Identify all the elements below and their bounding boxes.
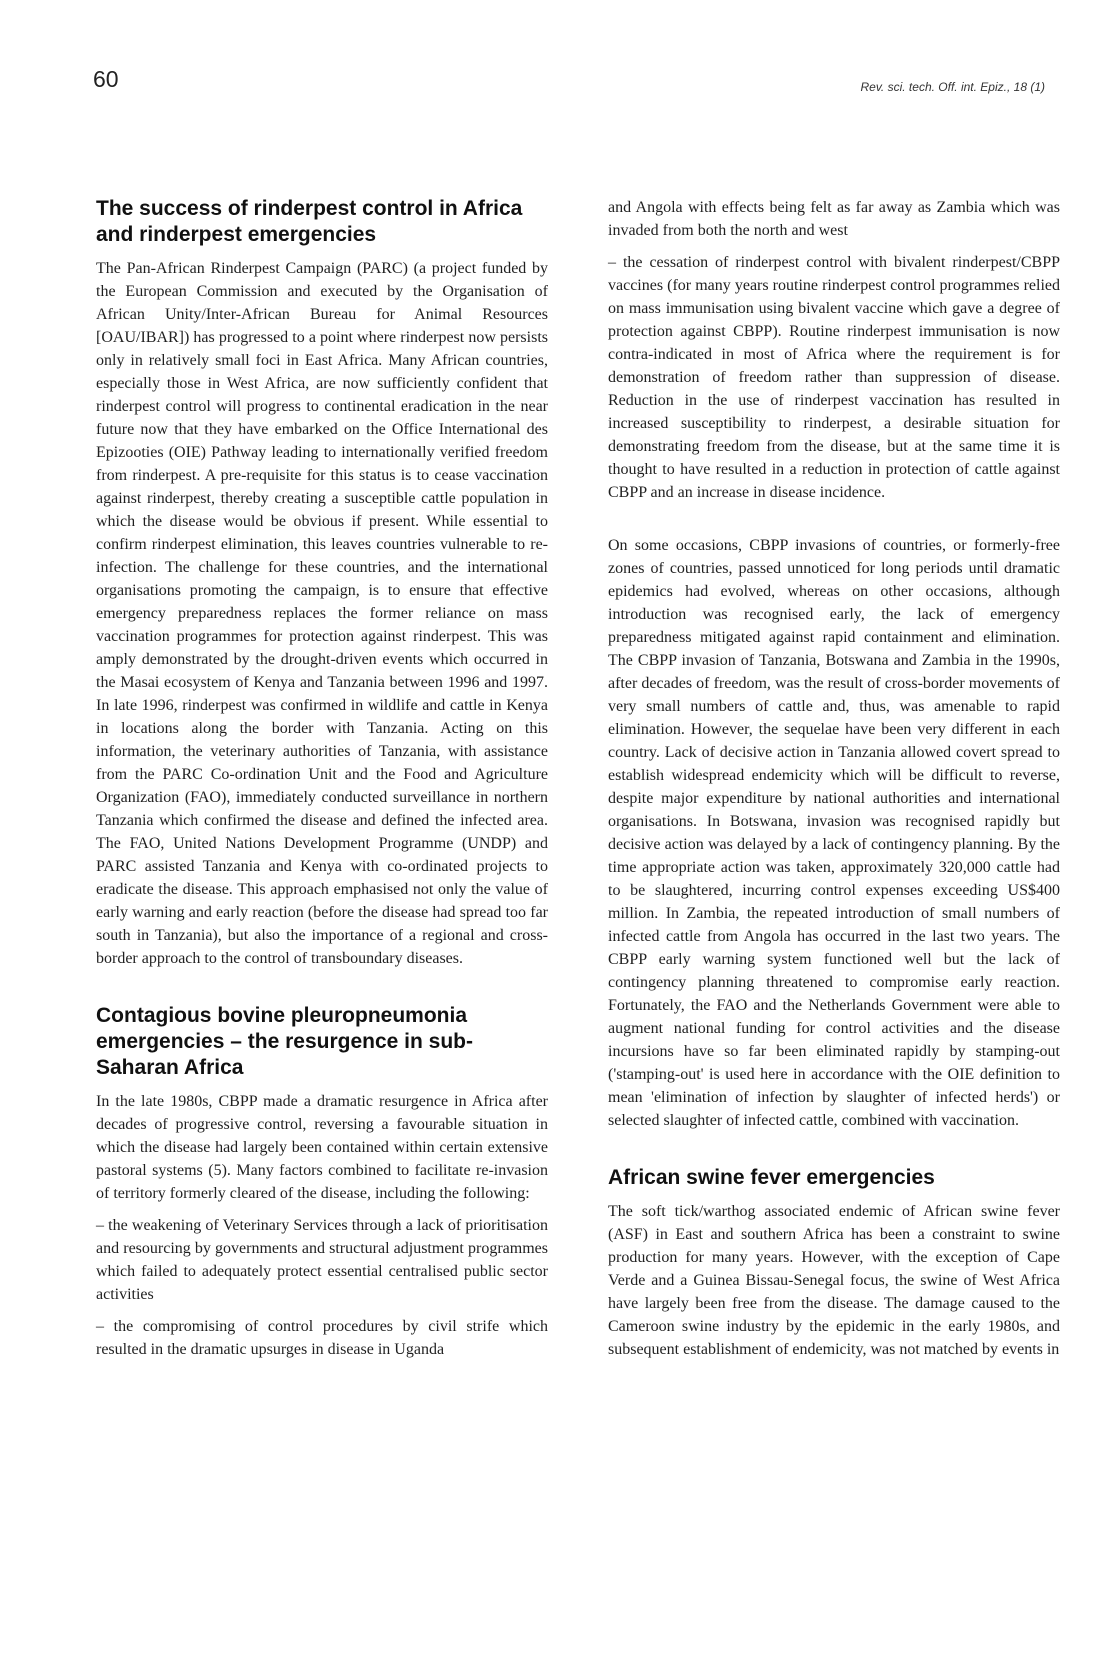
left-column xyxy=(96,196,548,1361)
paragraph-cbpp-intro: In the late 1980s, CBPP made a dramatic resurgence in Africa after decades of progressive control, reversing a favourable situation in which the disease had largely been contained within certain extensive pastoral systems (5). Many factors combined to facilitate re-invasion of territory formerly cleared of the disease, including the following: xyxy=(96,1093,548,1202)
journal-running-head: Rev. sci. tech. Off. int. Epiz., 18 (1) xyxy=(860,80,1045,94)
list-item-weakening: – the weakening of Veterinary Services through a lack of prioritisation and resourcing by governments and structural adjustment programmes which failed to adequately protect essential centralised public sector activities xyxy=(96,1217,548,1303)
right-column xyxy=(608,196,1060,1361)
paragraph-continuation: and Angola with effects being felt as far away as Zambia which was invaded from both the north and west xyxy=(608,199,1060,239)
section-heading-asf: African swine fever emergencies xyxy=(608,1166,935,1189)
paragraph-cbpp-invasions: On some occasions, CBPP invasions of countries, or formerly-free zones of countries, passed unnoticed for long periods until dramatic epidemics had evolved, whereas on other occasions, although introduction was recognised early, the lack of emergency preparedness mitigated against rapid containment and elimination. The CBPP invasion of Tanzania, Botswana and Zambia in the 1990s, after decades of freedom, was the result of cross-border movements of very small numbers of cattle and, thus, was amenable to rapid elimination. However, the sequelae have been very different in each country. Lack of decisive action in Tanzania allowed covert spread to establish widespread endemicity which will be difficult to reverse, despite major expenditure by national authorities and international organisations. In Botswana, invasion was recognised rapidly but decisive action was delayed by a lack of contingency planning. By the time appropriate action was taken, approximately 320,000 cattle had to be slaughtered, incurring control expenses exceeding US$400 million. In Zambia, the repeated introduction of small numbers of infected cattle from Angola has occurred in the last two years. The CBPP early warning system functioned well but the lack of contingency planning threatened to compromise early reaction. Fortunately, the FAO and the Netherlands Government were able to augment national funding for control activities and the disease incursions have so far been eliminated rapidly by stamping-out ('stamping-out' is used here in accordance with the OIE definition to mean 'elimination of infection by slaughter of infected herds') or selected slaughter of infected cattle, combined with vaccination. xyxy=(608,537,1060,1129)
page-number: 60 xyxy=(93,66,119,92)
list-item-cessation: – the cessation of rinderpest control with bivalent rinderpest/CBPP vaccines (for many years routine rinderpest control programmes relied on mass immunisation using bivalent vaccine which gave a degree of protection against CBPP). Routine rinderpest immunisation is now contra-indicated in most of Africa where the requirement is for demonstration of freedom rather than suppression of disease. Reduction in the use of rinderpest vaccination has resulted in increased susceptibility to rinderpest, a desirable situation for demonstrating freedom from the disease, but at the same time it is thought to have resulted in a reduction in protection of cattle against CBPP and an increase in disease incidence. xyxy=(608,254,1060,501)
section-heading-rinderpest: The success of rinderpest control in Africa and rinderpest emergencies xyxy=(96,197,523,246)
list-item-civil-strife: – the compromising of control procedures by civil strife which resulted in the dramatic upsurges in disease in Uganda xyxy=(96,1318,548,1358)
paragraph-rinderpest: The Pan-African Rinderpest Campaign (PARC) (a project funded by the European Commission and executed by the Organisation of African Unity/Inter-African Bureau for Animal Resources [OAU/IBAR]) has progressed to a point where rinderpest now persists only in relatively small foci in East Africa. Many African countries, especially those in West Africa, are now sufficiently confident that rinderpest control will progress to continental eradication in the near future now that they have embarked on the Office International des Epizooties (OIE) Pathway leading to internationally verified freedom from rinderpest. A pre-requisite for this status is to cease vaccination against rinderpest, thereby creating a susceptible cattle population in which the disease would be obvious if present. While essential to confirm rinderpest elimination, this leaves countries vulnerable to re-infection. The challenge for these countries, and the international organisations promoting the campaign, is to ensure that effective emergency preparedness replaces the former reliance on mass vaccination programmes for protection against rinderpest. This was amply demonstrated by the drought-driven events which occurred in the Masai ecosystem of Kenya and Tanzania between 1996 and 1997. In late 1996, rinderpest was confirmed in wildlife and cattle in Kenya in locations along the border with Tanzania. Acting on this information, the veterinary authorities of Tanzania, with assistance from the PARC Co-ordination Unit and the Food and Agriculture Organization (FAO), immediately conducted surveillance in northern Tanzania which confirmed the disease and defined the infected area. The FAO, United Nations Development Programme (UNDP) and PARC assisted Tanzania and Kenya with co-ordinated projects to eradicate the disease. This approach emphasised not only the value of early warning and early reaction (before the disease had spread too far south in Tanzania), but also the importance of a regional and cross-border approach to the control of transboundary diseases. xyxy=(96,260,548,967)
section-heading-cbpp: Contagious bovine pleuropneumonia emergencies – the resurgence in sub-Saharan Africa xyxy=(96,1004,473,1079)
paragraph-asf: The soft tick/warthog associated endemic of African swine fever (ASF) in East and southern Africa has been a constraint to swine production for many years. However, with the exception of Cape Verde and a Guinea Bissau-Senegal focus, the swine of West Africa have largely been free from the disease. The damage caused to the Cameroon swine industry by the epidemic in the early 1980s, and subsequent establishment of endemicity, was not matched by events in xyxy=(608,1203,1060,1358)
